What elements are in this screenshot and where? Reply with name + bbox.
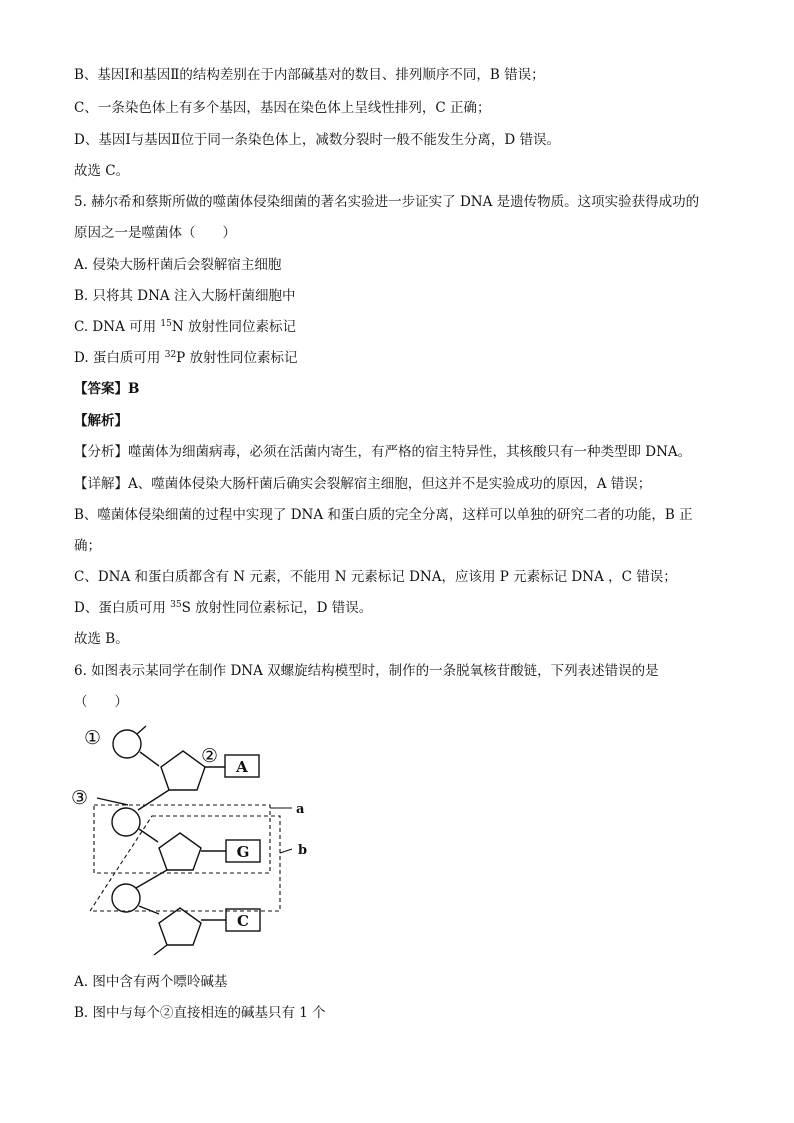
dashed-box-a xyxy=(94,805,270,873)
label-1: ① xyxy=(84,727,102,749)
nucleotide-chain-diagram xyxy=(70,718,330,958)
label-3: ③ xyxy=(71,787,89,809)
q5-option-d-text-2: P 放射性同位素标记 xyxy=(176,350,298,366)
base-a-label: A xyxy=(236,758,248,776)
q5-stem-line2: 原因之一是噬菌体（ ） xyxy=(74,225,236,241)
q5-option-b: B. 只将其 DNA 注入大肠杆菌细胞中 xyxy=(74,288,296,304)
base-c-label: C xyxy=(237,912,249,930)
q5-option-d-isotope: 32 xyxy=(164,350,177,360)
phosphate-circle-2 xyxy=(112,808,140,836)
q5-stem-line1: 5. 赫尔希和蔡斯所做的噬菌体侵染细菌的著名实验进一步证实了 DNA 是遗传物质。这项实验获得成功的 xyxy=(74,194,700,210)
q5-detail-b-line1: B、噬菌体侵染细菌的过程中实现了 DNA 和蛋白质的完全分离，这样可以单独的研究二者的功能，B 正 xyxy=(74,507,693,523)
phosphate-circle-3 xyxy=(112,884,140,912)
phosphate-circle-1 xyxy=(113,730,141,758)
dashed-box-b xyxy=(90,816,280,911)
q5-answer: 【答案】B xyxy=(74,381,140,397)
q5-analysis: 【分析】噬菌体为细菌病毒，必须在活菌内寄生，有严格的宿主特异性，其核酸只有一种类型即 DNA。 xyxy=(74,444,692,460)
q5-option-d xyxy=(74,349,754,367)
q5-option-a: A. 侵染大肠杆菌后会裂解宿主细胞 xyxy=(74,257,282,273)
box-b-label: b xyxy=(298,843,308,858)
q5-detail-d-text-2: S 放射性同位素标记，D 错误。 xyxy=(181,600,373,616)
q6-stem-line1: 6. 如图表示某同学在制作 DNA 双螺旋结构模型时，制作的一条脱氧核苷酸链，下列表述错误的是 xyxy=(74,663,659,679)
q5-option-c xyxy=(74,318,754,336)
deoxyribose-pentagon-3 xyxy=(159,908,201,945)
q6-option-a: A. 图中含有两个嘌呤碱基 xyxy=(74,974,228,990)
q5-option-c-text-2: N 放射性同位素标记 xyxy=(171,319,296,335)
q4-conclusion: 故选 C。 xyxy=(74,163,130,179)
q6-option-b: B. 图中与每个②直接相连的碱基只有 1 个 xyxy=(74,1005,326,1021)
q4-option-c-explanation: C、一条染色体上有多个基因，基因在染色体上呈线性排列，C 正确； xyxy=(74,100,491,116)
box-a-label: a xyxy=(296,802,305,817)
q4-option-b-explanation: B、基因Ⅰ和基因Ⅱ的结构差别在于内部碱基对的数目、排列顺序不同，B 错误； xyxy=(74,67,545,83)
q5-analysis-header: 【解析】 xyxy=(74,413,128,429)
label-2: ② xyxy=(201,745,219,767)
q5-detail-b-line2: 确； xyxy=(74,538,101,554)
base-g-label: G xyxy=(236,843,250,861)
q5-detail-c: C、DNA 和蛋白质都含有 N 元素，不能用 N 元素标记 DNA，应该用 P 元素标记 DNA ，C 错误； xyxy=(74,569,677,585)
q6-stem-line2: （ ） xyxy=(74,694,128,710)
q5-detail-d xyxy=(74,599,754,617)
q5-option-d-text: D. 蛋白质可用 xyxy=(74,350,165,366)
q5-option-c-isotope: 15 xyxy=(160,319,172,329)
q4-option-d-explanation: D、基因Ⅰ与基因Ⅱ位于同一条染色体上，减数分裂时一般不能发生分离，D 错误。 xyxy=(74,132,560,148)
deoxyribose-pentagon-1 xyxy=(161,751,205,790)
q5-detail-d-isotope: 35 xyxy=(170,600,182,610)
q5-detail-a: 【详解】A、噬菌体侵染大肠杆菌后确实会裂解宿主细胞，但这并不是实验成功的原因，A 错误； xyxy=(74,476,652,492)
q5-conclusion: 故选 B。 xyxy=(74,631,129,647)
q5-option-c-text: C. DNA 可用 xyxy=(74,319,161,335)
deoxyribose-pentagon-2 xyxy=(159,833,201,870)
q5-detail-d-text: D、蛋白质可用 xyxy=(74,600,171,616)
